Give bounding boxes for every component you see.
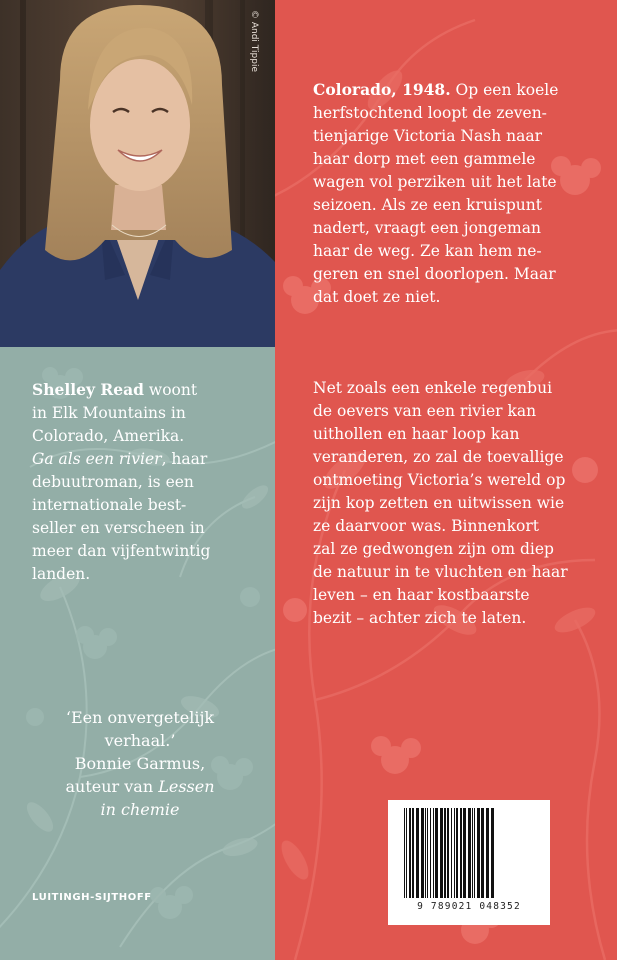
author-bio	[32, 378, 258, 586]
publisher-logo: LUITINGH-SIJTHOFF	[32, 892, 152, 903]
book-title: Ga als een rivier	[32, 450, 162, 468]
barcode-bar	[404, 808, 405, 898]
barcode-bar	[486, 808, 489, 898]
author-photo	[0, 0, 275, 347]
barcode-bar	[477, 808, 480, 898]
left-panel	[0, 0, 275, 960]
barcode-bar	[491, 808, 494, 898]
barcode-bar	[468, 808, 471, 898]
isbn-barcode	[388, 800, 550, 925]
barcode-bar	[427, 808, 428, 898]
barcode-bar	[454, 808, 455, 898]
bio-line: seller en verscheen in	[32, 519, 205, 537]
blurb-line: seizoen. Als ze een kruispunt	[313, 196, 542, 214]
isbn-number: 9 789021 048352	[417, 901, 521, 912]
barcode-bars	[402, 808, 536, 900]
barcode-bar	[463, 808, 466, 898]
blurb-line: geren en snel doorlopen. Maar	[313, 265, 556, 283]
barcode-bar	[412, 808, 414, 898]
bio-line: woont	[144, 381, 198, 399]
blurb-line: tienjarige Victoria Nash naar	[313, 127, 542, 145]
barcode-bar	[447, 808, 449, 898]
blurb-line: de oevers van een rivier kan	[313, 402, 537, 420]
photo-credit-text: © Andi Tippie	[249, 10, 259, 72]
blurb-line: bezit – achter zich te laten.	[313, 609, 527, 627]
barcode-bar	[435, 808, 438, 898]
author-name: Shelley Read	[32, 380, 144, 399]
barcode-bar	[456, 808, 458, 898]
author-portrait-illustration	[0, 0, 275, 347]
blurb-line: Net zoals een enkele regenbui	[313, 379, 553, 397]
blurb-lead: Colorado, 1948.	[313, 80, 451, 99]
quote-author: Bonnie Garmus,	[74, 754, 206, 773]
barcode-bar	[421, 808, 424, 898]
barcode-bar	[406, 808, 407, 898]
blurb-line: haar dorp met een gammele	[313, 150, 536, 168]
barcode-bar	[481, 808, 484, 898]
bio-line: meer dan vijfentwintig	[32, 542, 211, 560]
blurb-line: ze daarvoor was. Binnenkort	[313, 517, 539, 535]
barcode-bar	[472, 808, 473, 898]
blurb-paragraph-2	[313, 377, 603, 630]
blurb-paragraph-1	[313, 78, 603, 309]
barcode-bar	[430, 808, 431, 898]
blurb-line: Op een koele	[450, 81, 559, 99]
bio-line: Colorado, Amerika.	[32, 427, 185, 445]
blurb-line: ontmoeting Victoria’s wereld op	[313, 471, 566, 489]
quote-line: verhaal.’	[104, 731, 176, 750]
barcode-bar	[425, 808, 426, 898]
blurb-line: veranderen, zo zal de toevallige	[313, 448, 564, 466]
bio-line: debuutroman, is een	[32, 473, 194, 491]
quote-book-title: Lessen	[158, 777, 215, 796]
blurb-line: herfstochtend loopt de zeven-	[313, 104, 547, 122]
blurb-line: dat doet ze niet.	[313, 288, 441, 306]
blurb-line: uithollen en haar loop kan	[313, 425, 520, 443]
bio-line: internationale best-	[32, 496, 187, 514]
blurb-line: zal ze gedwongen zijn om diep	[313, 540, 554, 558]
barcode-bar	[474, 808, 475, 898]
quote-book-title: in chemie	[100, 800, 180, 819]
barcode-bar	[433, 808, 434, 898]
bio-line: in Elk Mountains in	[32, 404, 186, 422]
blurb-line: zijn kop zetten en uitwissen wie	[313, 494, 565, 512]
barcode-bar	[409, 808, 411, 898]
blurb-line: haar de weg. Ze kan hem ne-	[313, 242, 542, 260]
blurb-line: de natuur in te vluchten en haar	[313, 563, 568, 581]
endorsement-quote	[20, 706, 260, 821]
barcode-bar	[440, 808, 443, 898]
bio-line: , haar	[161, 450, 208, 468]
barcode-bar	[451, 808, 452, 898]
blurb-line: wagen vol perziken uit het late	[313, 173, 557, 191]
barcode-bar	[460, 808, 462, 898]
quote-role: auteur van	[65, 777, 159, 796]
blurb-line: nadert, vraagt een jongeman	[313, 219, 541, 237]
barcode-bar	[416, 808, 419, 898]
bio-line: landen.	[32, 565, 91, 583]
quote-line: ‘Een onvergetelijk	[65, 708, 215, 727]
blurb-line: leven – en haar kostbaarste	[313, 586, 530, 604]
photo-credit	[247, 10, 263, 120]
barcode-bar	[444, 808, 446, 898]
